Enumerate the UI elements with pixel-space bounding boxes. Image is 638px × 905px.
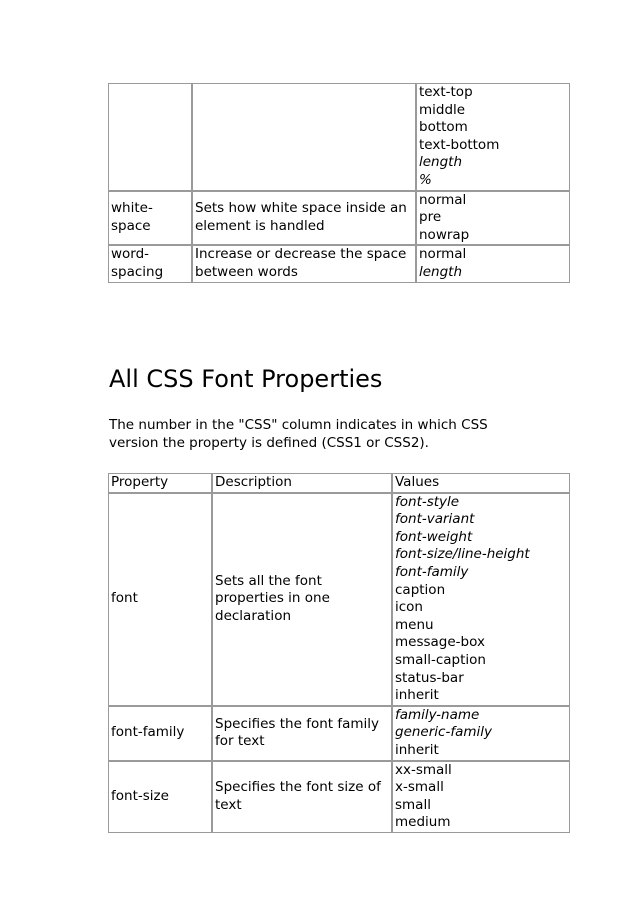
- header-row: [108, 473, 570, 493]
- table-row: [108, 493, 570, 706]
- values-cell: [416, 191, 570, 246]
- description-cell: Specifies the font family for text: [212, 706, 392, 761]
- description-cell: Increase or decrease the space between words: [192, 245, 416, 282]
- font-properties-table: [108, 473, 570, 833]
- description-cell: Specifies the font size of text: [212, 761, 392, 833]
- header-property: Property: [108, 473, 212, 493]
- value-item: nowrap: [419, 226, 470, 243]
- value-item: menu: [395, 616, 434, 633]
- header-values: Values: [392, 473, 570, 493]
- value-item: message-box: [395, 634, 485, 651]
- value-item: generic-family: [395, 724, 492, 741]
- values-cell: [392, 761, 570, 833]
- value-item: status-bar: [395, 669, 464, 686]
- section-intro: The number in the "CSS" column indicates in which CSS version the property is defined (CSS1 or CSS2).: [109, 417, 488, 451]
- values-cell: [392, 493, 570, 706]
- value-item: %: [419, 171, 432, 188]
- value-item: font-variant: [395, 511, 475, 528]
- values-cell: [416, 245, 570, 282]
- table-row: [108, 83, 570, 191]
- value-item: text-bottom: [419, 136, 500, 153]
- value-item: caption: [395, 581, 446, 598]
- value-item: x-small: [395, 779, 444, 796]
- value-item: xx-small: [395, 761, 452, 778]
- table-row: [108, 191, 570, 246]
- value-item: small-caption: [395, 651, 486, 668]
- property-cell: [108, 83, 192, 191]
- value-item: font-style: [395, 493, 460, 510]
- values-cell: [416, 83, 570, 191]
- value-item: length: [419, 154, 463, 171]
- value-item: font-weight: [395, 528, 473, 545]
- description-cell: Sets all the font properties in one declaration: [212, 493, 392, 706]
- property-cell: font-family: [108, 706, 212, 761]
- section-heading: All CSS Font Properties: [109, 365, 383, 393]
- value-item: normal: [419, 191, 467, 208]
- continued-properties-table: [108, 83, 570, 283]
- value-item: pre: [419, 209, 442, 226]
- property-cell: word-spacing: [108, 245, 192, 282]
- table-row: [108, 706, 570, 761]
- table-row: [108, 245, 570, 282]
- value-item: middle: [419, 101, 466, 118]
- value-item: icon: [395, 599, 423, 616]
- header-description: Description: [212, 473, 392, 493]
- value-item: inherit: [395, 741, 439, 758]
- value-item: normal: [419, 246, 467, 263]
- table-row: [108, 761, 570, 833]
- property-cell: white-space: [108, 191, 192, 246]
- value-item: text-top: [419, 84, 473, 100]
- value-item: length: [419, 263, 463, 280]
- values-cell: [392, 706, 570, 761]
- value-item: font-size/line-height: [395, 546, 530, 563]
- description-cell: [192, 83, 416, 191]
- property-cell: font-size: [108, 761, 212, 833]
- value-item: small: [395, 796, 431, 813]
- value-item: bottom: [419, 119, 468, 136]
- value-item: medium: [395, 814, 451, 831]
- value-item: inherit: [395, 687, 439, 704]
- value-item: font-family: [395, 563, 469, 580]
- description-cell: Sets how white space inside an element is handled: [192, 191, 416, 246]
- value-item: family-name: [395, 706, 480, 723]
- property-cell: font: [108, 493, 212, 706]
